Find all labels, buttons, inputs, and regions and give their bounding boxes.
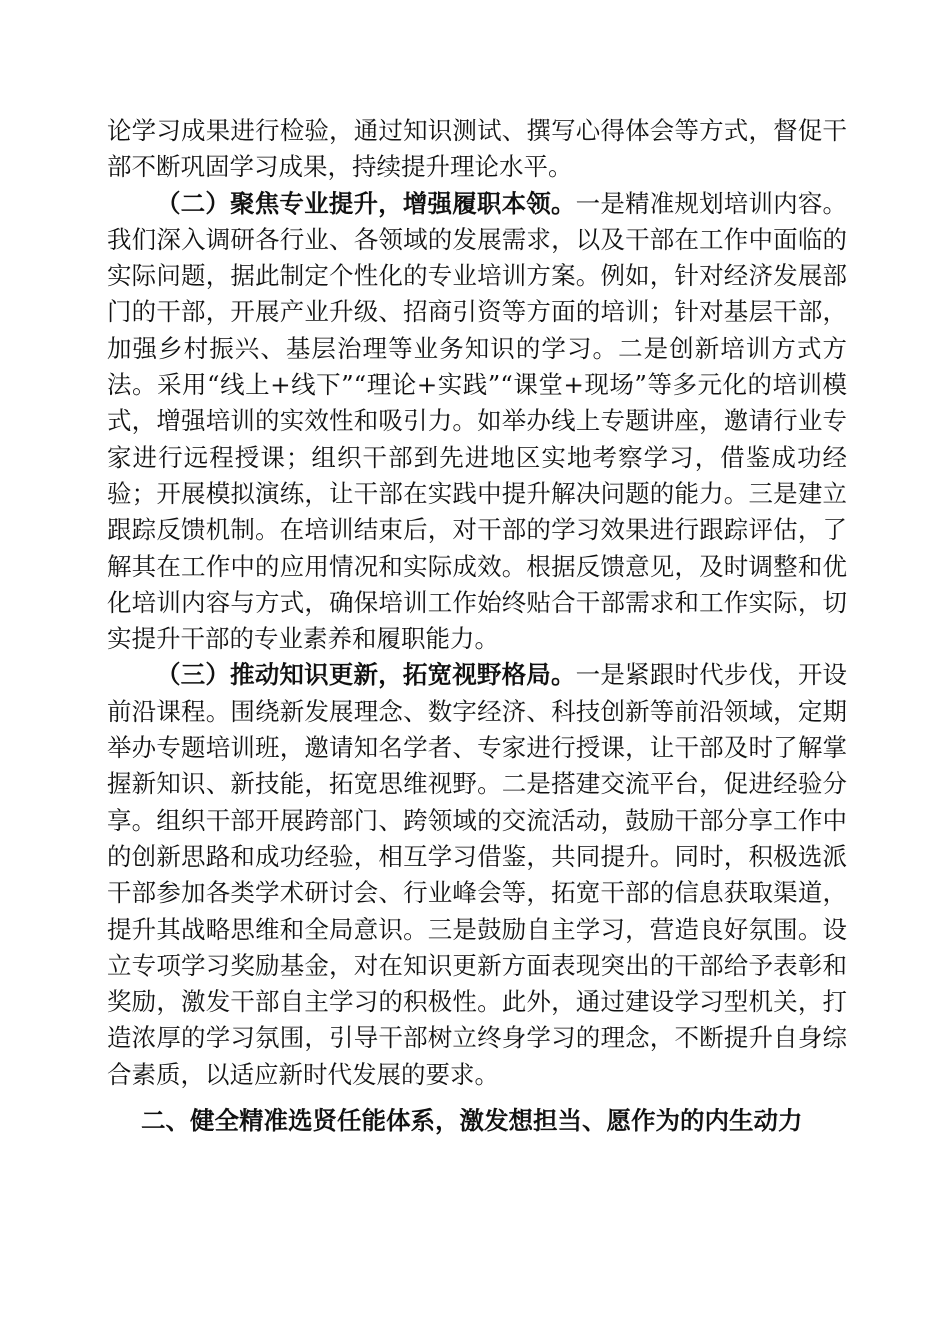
section-3-lead: （三）推动知识更新，拓宽视野格局。 <box>156 660 576 690</box>
paragraph-continuation: 论学习成果进行检验，通过知识测试、撰写心得体会等方式，督促干部不断巩固学习成果，持续提升理论水平。 <box>107 116 847 182</box>
heading-2: 二、健全精准选贤任能体系，激发想担当、愿作为的内生动力 <box>141 1106 803 1136</box>
document-body <box>107 113 847 1139</box>
section-2-lead: （二）聚焦专业提升，增强履职本领。 <box>156 188 576 218</box>
section-2-body: 一是精准规划培训内容。我们深入调研各行业、各领域的发展需求，以及干部在工作中面临的实际问题，据此制定个性化的专业培训方案。例如，针对经济发展部门的干部，开展产业升级、招商引资等方面的培训；针对基层干部，加强乡村振兴、基层治理等业务知识的学习。二是创新培训方式方法。采用“线上+线下”“理论+实践”“课堂+现场”等多元化的培训模式，增强培训的实效性和吸引力。如举办线上专题讲座，邀请行业专家进行远程授课；组织干部到先进地区实地考察学习，借鉴成功经验；开展模拟演练，让干部在实践中提升解决问题的能力。三是建立跟踪反馈机制。在培训结束后，对干部的学习效果进行跟踪评估，了解其在工作中的应用情况和实际成效。根据反馈意见，及时调整和优化培训内容与方式，确保培训工作始终贴合干部需求和工作实际，切实提升干部的专业素养和履职能力。 <box>107 188 848 654</box>
paragraph-section-2 <box>107 186 847 658</box>
paragraph-section-3 <box>107 657 847 1093</box>
section-3-body: 一是紧跟时代步伐，开设前沿课程。围绕新发展理念、数字经济、科技创新等前沿领域，定期举办专题培训班，邀请知名学者、专家进行授课，让干部及时了解掌握新知识、新技能，拓宽思维视野。二是搭建交流平台，促进经验分享。组织干部开展跨部门、跨领域的交流活动，鼓励干部分享工作中的创新思路和成功经验，相互学习借鉴，共同提升。同时，积极选派干部参加各类学术研讨会、行业峰会等，拓宽干部的信息获取渠道，提升其战略思维和全局意识。三是鼓励自主学习，营造良好氛围。设立专项学习奖励基金，对在知识更新方面表现突出的干部给予表彰和奖励，激发干部自主学习的积极性。此外，通过建设学习型机关，打造浓厚的学习氛围，引导干部树立终身学习的理念，不断提升自身综合素质，以适应新时代发展的要求。 <box>107 660 848 1089</box>
